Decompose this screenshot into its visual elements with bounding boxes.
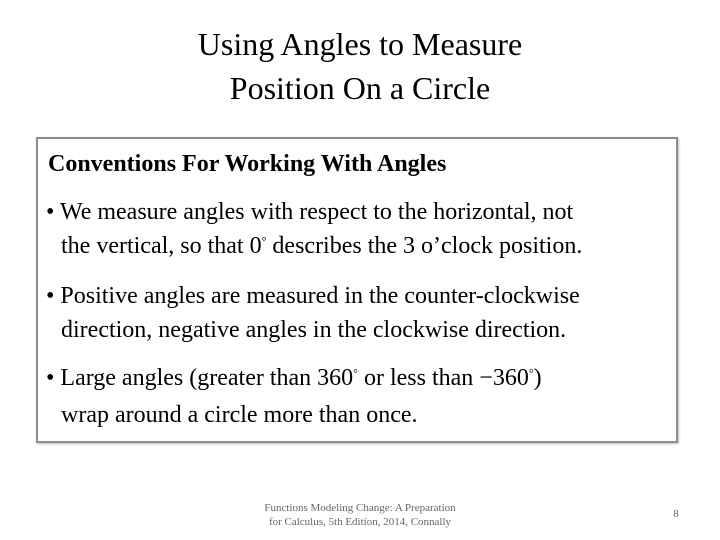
bullet-item-2 xyxy=(46,279,686,347)
bullet-item-3 xyxy=(46,361,686,432)
bullet-2-line-1: • Positive angles are measured in the counter-clockwise xyxy=(46,283,580,309)
footer-line-2: for Calculus, 5th Edition, 2014, Connally xyxy=(268,516,452,528)
conventions-box xyxy=(36,137,678,443)
bullet-3-text-b: or less than −360 xyxy=(357,365,529,391)
degree-symbol: ° xyxy=(353,366,358,380)
bullet-3-text-c: ) xyxy=(533,365,542,391)
page-number: 8 xyxy=(673,508,679,520)
bullet-item-1 xyxy=(46,195,686,266)
title-line-2: Position On a Circle xyxy=(229,70,491,106)
bullet-1-text-a: the vertical, so that 0 xyxy=(61,233,262,259)
footer-citation xyxy=(240,501,480,529)
bullet-1-text-b: describes the 3 o’clock position. xyxy=(266,233,583,259)
title-line-1: Using Angles to Measure xyxy=(197,26,523,62)
bullet-2-line-2: direction, negative angles in the clockwise direction. xyxy=(61,317,567,343)
slide-title xyxy=(0,22,720,110)
bullet-3-line-1 xyxy=(46,361,686,398)
bullet-1-line-2 xyxy=(46,229,686,266)
box-heading: Conventions For Working With Angles xyxy=(48,151,447,177)
bullet-3-text-a: • Large angles (greater than 360 xyxy=(46,365,354,391)
degree-symbol: ° xyxy=(261,234,267,248)
degree-symbol: ° xyxy=(528,366,534,380)
footer-line-1: Functions Modeling Change: A Preparation xyxy=(264,502,456,514)
bullet-1-line-1: • We measure angles with respect to the horizontal, not xyxy=(46,199,574,225)
bullet-3-line-2: wrap around a circle more than once. xyxy=(61,402,418,428)
